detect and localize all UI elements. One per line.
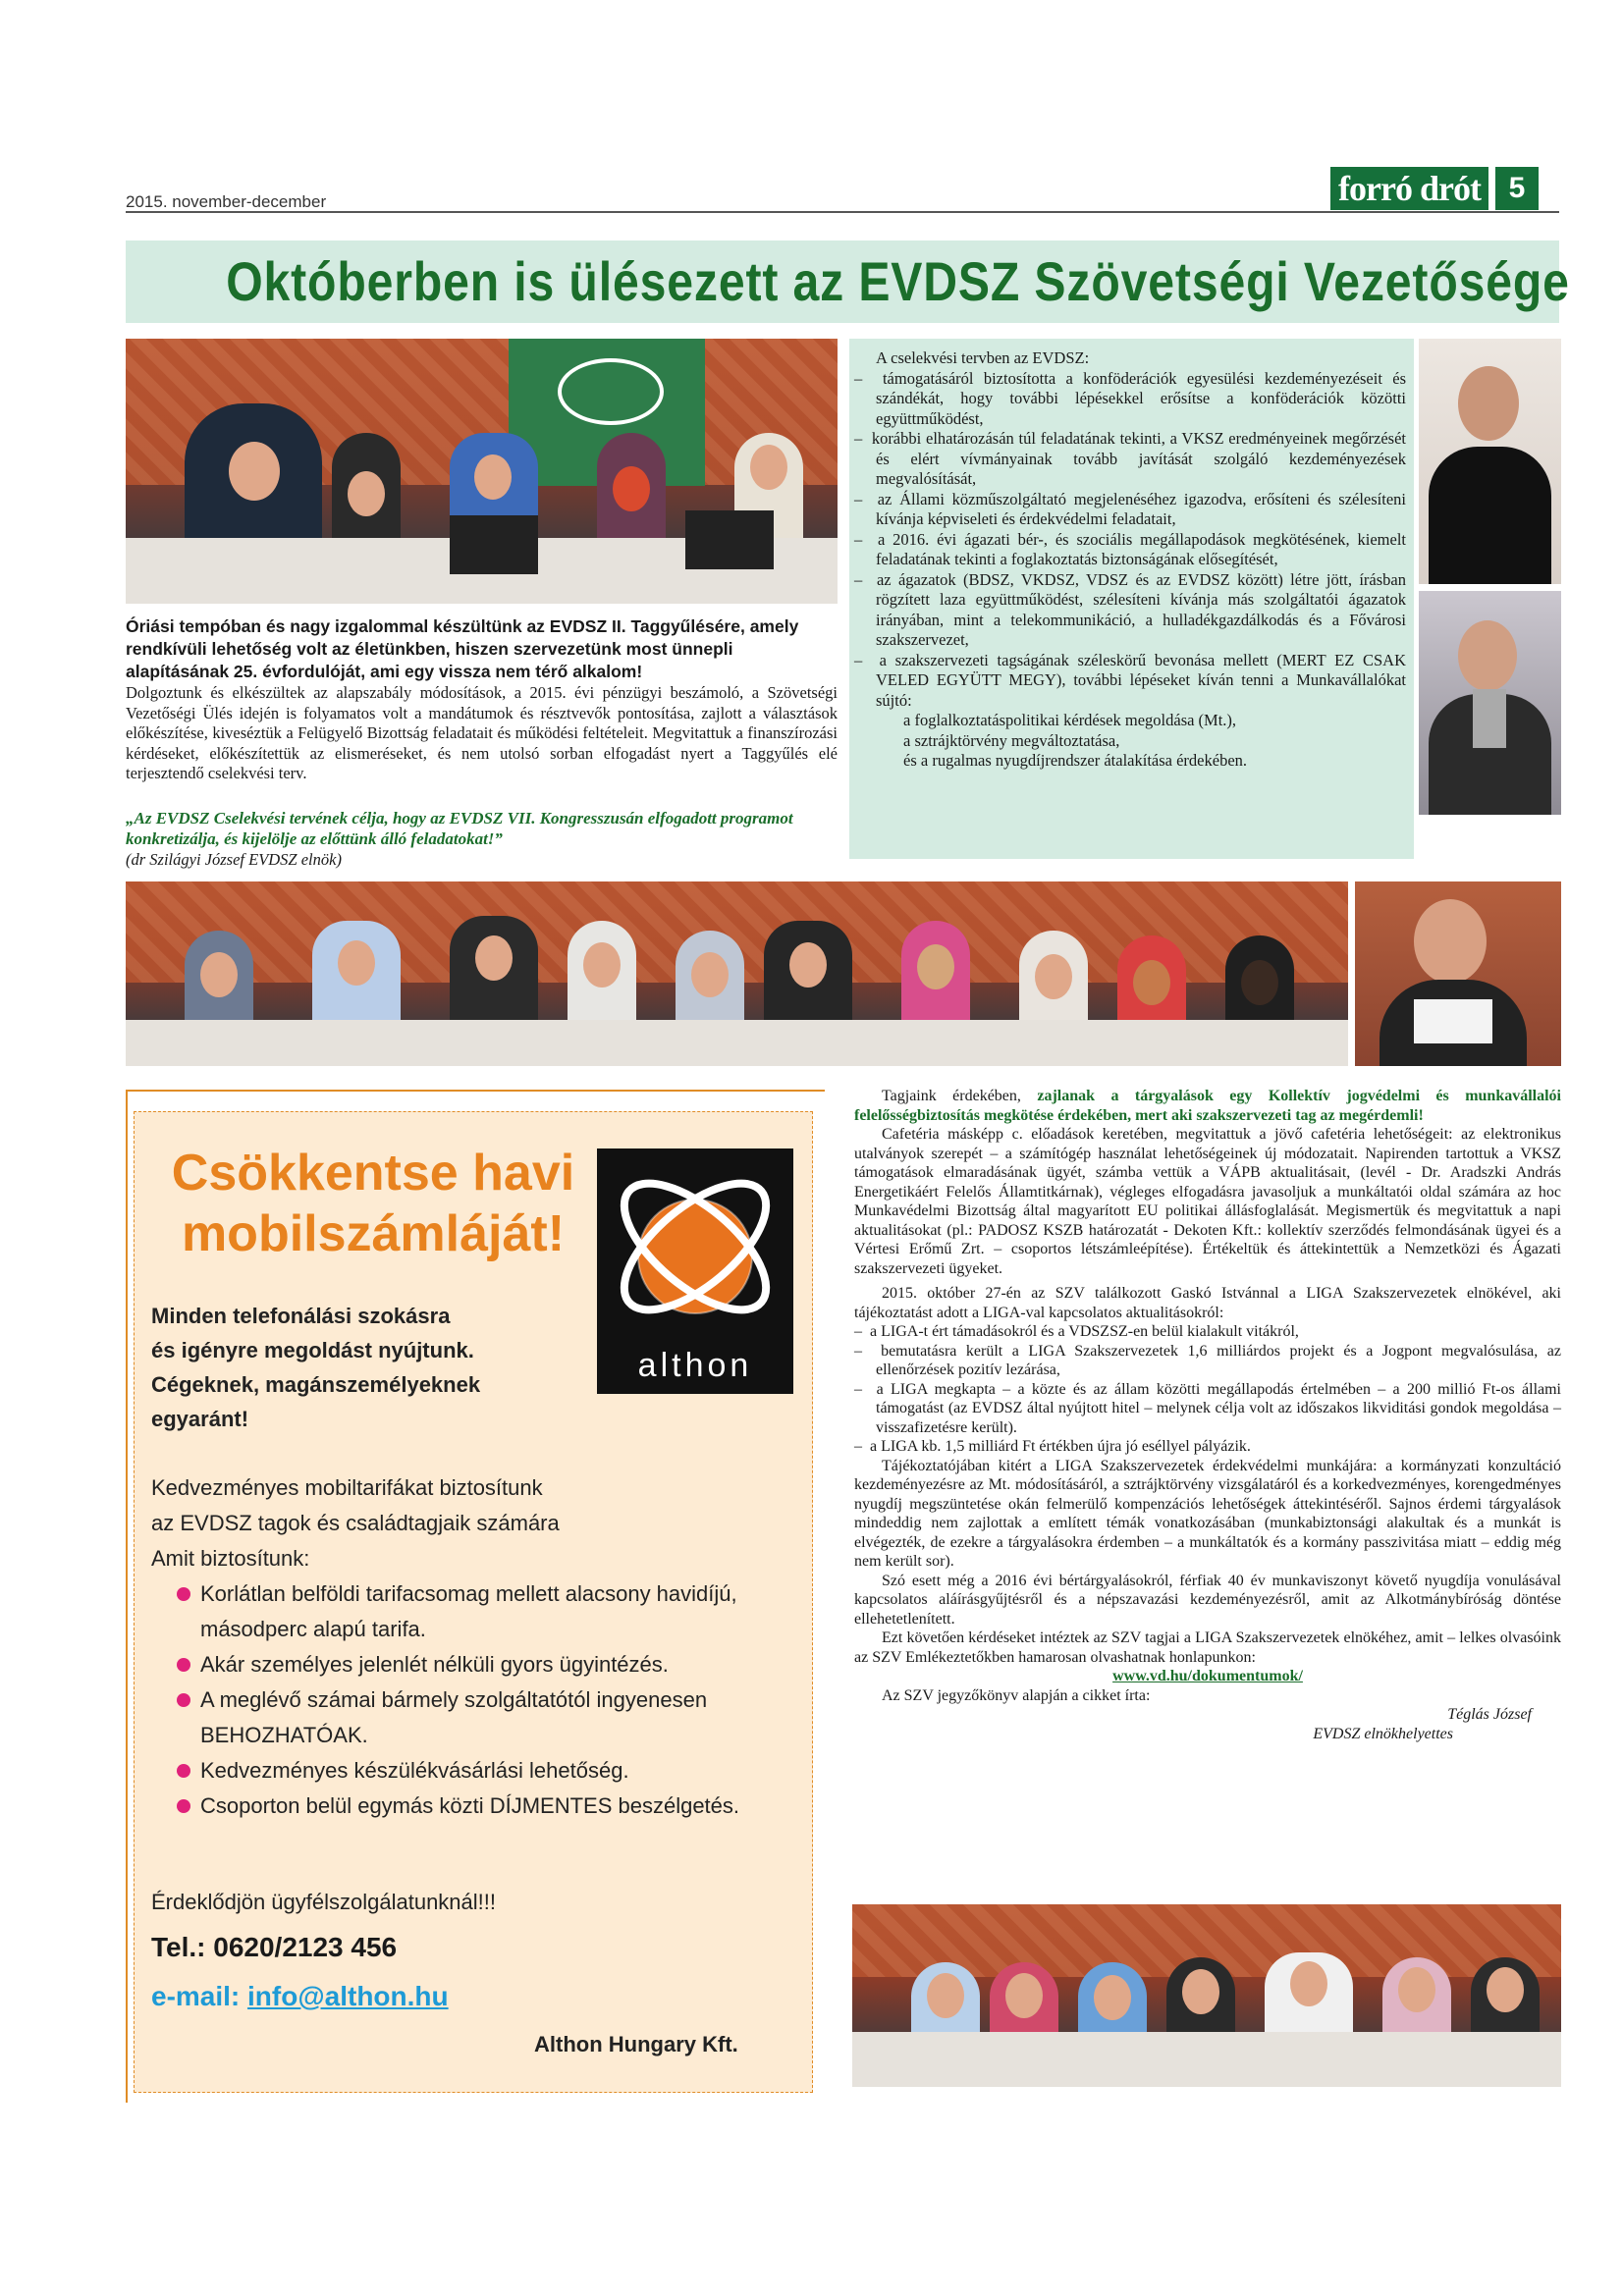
header-rule bbox=[126, 211, 1559, 213]
speaker-photo bbox=[1355, 881, 1561, 1066]
intro-paragraph: Dolgoztunk és elkészültek az alapszabály módosítások, a 2015. évi pénzügyi beszámoló, a Szövetségi Vezetőségi Ülés idején is folyamatos volt a mandátumok és résztvevők pontosítása, zajlott a választások előkészítése, kiveséztük a Felügyelő Bizottság feladatait és működési feltételeit. Megvitattuk a finanszírozási kérdéseket, előkészítettük az elismeréseket, és nem utolsó sorban elfogadást nyert a Taggyűlés elé terjesztendő cselekvési terv. bbox=[126, 683, 838, 782]
report-paragraph: Az SZV jegyzőkönyv alapján a cikket írta: bbox=[882, 1686, 1151, 1704]
report-paragraph: Cafetéria másképp c. előadások keretében, megvitattuk a jövő cafetéria lehetőségeit: az elektronikus utalványok szerepét – a számítógép használat lehetőségeinek új módozatait. Napirenden tartottuk a VKSZ támogatások elmaradásának ügyét, számba vettük a VÁPB aktualitásait, (levél - Dr. Aradszki András Energetikáért Felelős Államtitkárnak), végleges elfogadásra javasoljuk a munkáltatói oldal számára az hoc Munkavédelmi Bizottság által magyarított EU politikai állásfoglalását. Megismertük és megvitattuk a napi aktualitásokat (pl.: PADOSZ KSZB határozatát - Dekoten Kft.: kollektív szerződés felmondásának ügyei és a Vértesi Erőmű Zrt. – csoportos létszámleépítése). Értékeltük és áttekintettük a Nemzetközi és Ágazati szakszervezeti ügyeket. bbox=[854, 1126, 1561, 1277]
report-paragraph: 2015. október 27-én az SZV találkozott Gaskó Istvánnal a LIGA Szakszervezetek elnökével, aki tájékoztatást adott a LIGA-val kapcsolatos aktualitásokról: bbox=[854, 1285, 1561, 1321]
ad-bullet: Kedvezményes készülékvásárlási lehetőség. bbox=[177, 1753, 778, 1789]
brand-name: forró drót bbox=[1330, 167, 1488, 210]
action-plan-item: – az Állami közműszolgáltató megjelenéséhez igazodva, erősíteni és szélesíteni kívánja képviseleti és érdekvédelmi feladatait, bbox=[854, 489, 1407, 528]
masthead-brand bbox=[1330, 167, 1551, 210]
meeting-photo-bottom bbox=[852, 1904, 1561, 2087]
president-quote: „Az EVDSZ Cselekvési tervének célja, hogy az EVDSZ VII. Kongresszusán elfogadott programot konkretizálja, és kijelölje az előttünk álló feladatokat!” bbox=[126, 809, 793, 848]
email-link[interactable]: info@althon.hu bbox=[247, 1981, 449, 2011]
report-paragraph: Tagjaink érdekében, zajlanak a tárgyalások egy Kollektív jogvédelmi és munkavállalói felelősségbiztosítás megkötése érdekében, mert aki szakszervezeti tag az megérdemli! bbox=[854, 1088, 1561, 1124]
page-number: 5 bbox=[1495, 167, 1539, 210]
photo-caption: Óriási tempóban és nagy izgalommal készültünk az EVDSZ II. Taggyűlésére, amely rendkívüli lehetőség volt az életünkben, hiszen szervezetünk most ünnepli alapításának 25. évfordulóját, ami egy vissza nem térő alkalom! bbox=[126, 616, 799, 681]
action-plan-intro: A cselekvési tervben az EVDSZ: bbox=[876, 348, 1090, 367]
ad-pitch: Minden telefonálási szokásra és igényre megoldást nyújtunk. Cégeknek, magánszemélyeknek egyaránt! bbox=[151, 1304, 481, 1431]
quote-attribution: (dr Szilágyi József EVDSZ elnök) bbox=[126, 850, 342, 869]
action-plan-item: – a szakszervezeti tagságának széleskörű bevonása mellett (MERT EZ CSAK VELED EGYÜTT MEGY), további lépéseket kíván tenni a Munkavállalókat sújtó: bbox=[854, 650, 1406, 710]
meeting-photo-top bbox=[126, 339, 838, 604]
report-paragraph: Ezt követően kérdéseket intéztek az SZV tagjai a LIGA Szakszervezetek elnökéhez, amit – lelkes olvasóink az SZV Emlékeztetőkben hamarosan olvashatnak honlapunkon: bbox=[854, 1629, 1561, 1666]
althon-globe-icon bbox=[597, 1148, 793, 1345]
report-item: – bemutatásra került a LIGA Szakszervezetek 1,6 milliárdos projekt és a Jogpont megvalósulása, az ellenőrzések pozitív lezárása, bbox=[854, 1342, 1561, 1378]
report-item: – a LIGA kb. 1,5 milliárd Ft értékben újra jó eséllyel pályázik. bbox=[854, 1438, 1251, 1455]
group-photo-wide bbox=[126, 881, 1348, 1066]
action-plan-list bbox=[854, 348, 1406, 772]
bullet-dot-icon bbox=[177, 1587, 190, 1601]
report-item: – a LIGA-t ért támadásokról és a VDSZSZ-en belül kialakult vitákról, bbox=[854, 1323, 1299, 1340]
report-paragraph: Tájékoztatójában kitért a LIGA Szakszervezetek érdekvédelmi munkájára: a kormányzati konzultáció kezdeményezésre az Mt. módosításáról, a sztrájktörvény vizsgálatáról és a korkedvezményes, korengedményes nyugdíj megszüntetése okán felmerülő kompenzációs lehetőségek áttekintéséről. Sajnos érdemi tárgyalások mindeddig nem zajlottak a említett témák vonatkozásában (munkabiztonsági alakultak és a munkát is elvégezték, de ezekre a tárgyalásokra érdemben – a munkáltatók és a kormány passzivitása miatt – eddig még nem került sor). bbox=[854, 1457, 1561, 1570]
action-plan-subitem: a foglalkoztatáspolitikai kérdések megoldása (Mt.), bbox=[903, 711, 1237, 729]
ad-offer: Kedvezményes mobiltarifákat biztosítunk az EVDSZ tagok és családtagjaik számára Amit biztosítunk: Korlátlan belföldi tarifacsomag mellett alacsony havidíjú, másodperc alapú tarifa. Akár személyes jelenlét nélküli gyors ügyintézés. A meglévő számai bármely szolgáltatótól ingyenesen BEHOZHATÓAK. Kedvezményes készülékvásárlási lehetőség. Csoporton belül egymás közti DÍJMENTES beszélgetés. bbox=[151, 1470, 799, 1824]
ad-contact-cta: Érdeklődjön ügyfélszolgálatunknál!!! bbox=[151, 1890, 497, 1914]
portrait-photo-2 bbox=[1419, 591, 1561, 815]
ad-title: Csökkentse havi mobilszámláját! bbox=[171, 1145, 575, 1262]
action-plan-subitem: a sztrájktörvény megváltoztatása, bbox=[903, 730, 1120, 750]
ad-company: Althon Hungary Kft. bbox=[534, 2032, 738, 2056]
documents-link[interactable]: www.vd.hu/dokumentumok/ bbox=[1112, 1668, 1303, 1684]
action-plan-item: – a 2016. évi ágazati bér-, és szociális megállapodások megkötésének, kiemelt feladatának tekinti a foglakoztatás biztonságának elősegítését, bbox=[854, 529, 1407, 568]
author-name: Téglás József bbox=[1447, 1706, 1532, 1723]
action-plan-item: – az ágazatok (BDSZ, VKDSZ, VDSZ és az EVDSZ között) létre jött, írásban rögzített laza együttműködést, szélesíteni kívánja más szolgáltatói ágazatok irányában, mint a telekommunikáció, a hulladékgazdálkodás és a Fővárosi szakszervezet, bbox=[854, 569, 1406, 649]
author-title: EVDSZ elnökhelyettes bbox=[1313, 1725, 1453, 1742]
action-plan-item: – támogatásáról biztosította a konföderációk egyesülési kezdeményezéseit és szándékát, hogy további lépésekkel erősítse a konföderációk közötti együttműködést, bbox=[854, 368, 1407, 428]
report-paragraph: Szó esett még a 2016 évi bértárgyalásokról, férfiak 40 év munkaviszonyt követő nyugdíja vonulásával kapcsolatos aláírásgyűjtésről és a népszavazási kezdeményezésről, amit az Alkotmánybíróság döntése ellehetetlenített. bbox=[854, 1572, 1561, 1628]
bullet-dot-icon bbox=[177, 1693, 190, 1707]
report-item: – a LIGA megkapta – a közte és az állam közötti megállapodás értelmében – a 200 millió Ft-os állami támogatást (az EVDSZ által nyújtott hitel – melynek célja volt az időszakos likviditási gondok megoldása – visszafizetésre került). bbox=[854, 1380, 1562, 1436]
brand-separator bbox=[1488, 167, 1491, 210]
ad-phone[interactable]: Tel.: 0620/2123 456 bbox=[151, 1932, 398, 1962]
meeting-report bbox=[854, 1087, 1561, 1743]
bullet-dot-icon bbox=[177, 1764, 190, 1778]
ad-bullet: Akár személyes jelenlét nélküli gyors ügyintézés. bbox=[177, 1647, 778, 1682]
bullet-dot-icon bbox=[177, 1799, 190, 1813]
action-plan-item: – korábbi elhatározásán túl feladatának tekinti, a VKSZ eredményeinek megőrzését és elért vívmányainak tovább javítását szolgáló kezdeményezések megvalósítását, bbox=[854, 429, 1406, 488]
ad-email[interactable]: e-mail: info@althon.hu bbox=[151, 1981, 449, 2011]
ad-bullet: Korlátlan belföldi tarifacsomag mellett alacsony havidíjú, másodperc alapú tarifa. bbox=[177, 1576, 778, 1647]
ad-bullet: Csoporton belül egymás közti DÍJMENTES beszélgetés. bbox=[177, 1789, 778, 1824]
ad-bullet: A meglévő számai bármely szolgáltatótól ingyenesen BEHOZHATÓAK. bbox=[177, 1682, 778, 1753]
logo-wordmark: althon bbox=[637, 1347, 753, 1384]
bullet-dot-icon bbox=[177, 1658, 190, 1672]
issue-date: 2015. november-december bbox=[126, 192, 327, 211]
action-plan-subitem: és a rugalmas nyugdíjrendszer átalakítása érdekében. bbox=[903, 751, 1248, 770]
portrait-photo-1 bbox=[1419, 339, 1561, 584]
article-headline: Októberben is ülésezett az EVDSZ Szövetségi Vezetősége bbox=[226, 250, 1570, 312]
